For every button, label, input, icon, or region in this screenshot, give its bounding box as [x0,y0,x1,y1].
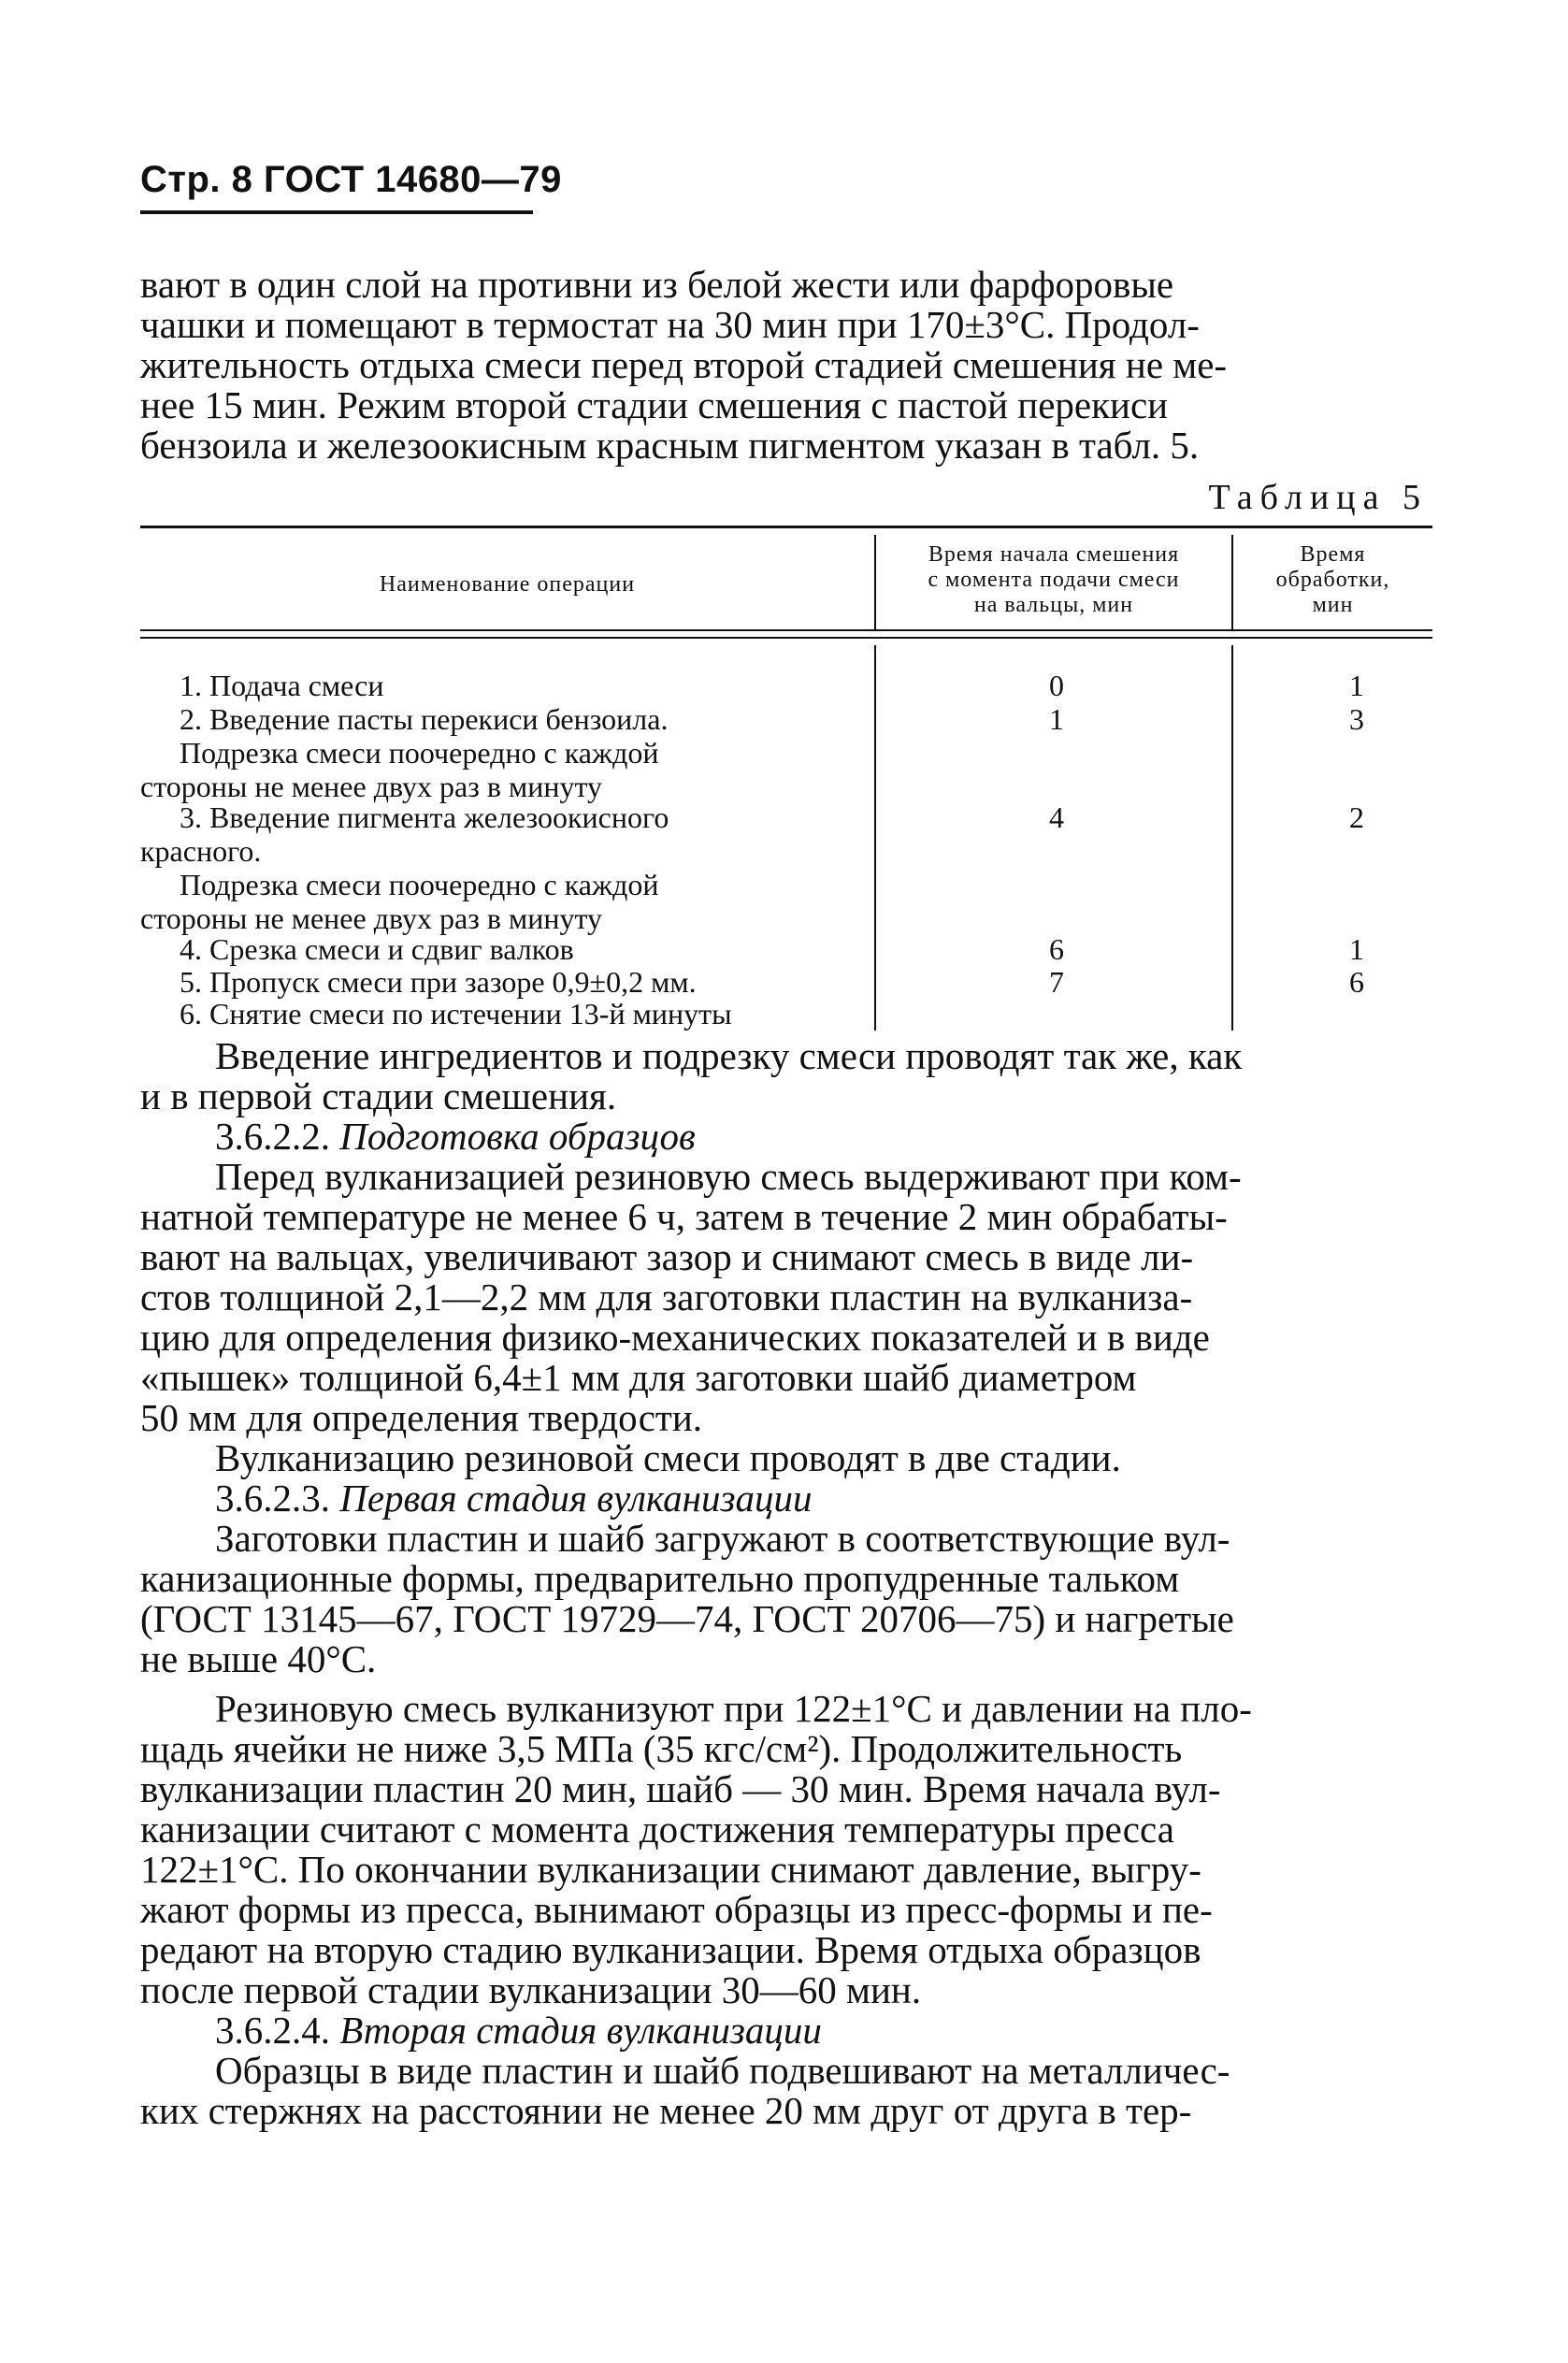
table-header-duration: Время обработки, мин [1275,542,1390,617]
text-line: бензоила и железоокисным красным пигментом указан в табл. 5. [140,424,1200,467]
page-header: Стр. 8 ГОСТ 14680—79 [140,159,562,200]
table-head-rule [140,637,1432,639]
table-header-start-time: Время начала смешения с момента подачи смеси на вальцы, мин [928,542,1180,617]
start-time-cell: 1 [1049,702,1064,736]
section-number: 3.6.2.4. [215,2009,330,2052]
duration-cell: 1 [1349,932,1364,966]
section-heading [140,1478,1432,1519]
text-line: стов толщиной 2,1—2,2 мм для заготовки пластин на вулканиза- [140,1275,1193,1318]
operation-text: красного. [140,834,262,868]
text-line: чашки и помещают в термостат на 30 мин при 170±3°С. Продол- [140,303,1200,346]
start-time-cell: 6 [1049,932,1064,966]
text-line: Перед вулканизацией резиновую смесь выдерживают при ком- [215,1155,1242,1198]
text-line: Заготовки пластин и шайб загружают в соответствующие вул- [215,1517,1230,1560]
table-caption: Таблица 5 [1208,478,1428,517]
text-line: вулканизации пластин 20 мин, шайб — 30 мин. Время начала вул- [140,1767,1221,1810]
text-line: Резиновую смесь вулканизуют при 122±1°С и давлении на пло- [215,1687,1252,1730]
text-line: канизационные формы, предварительно пропудренные тальком [140,1557,1180,1600]
duration-cell: 1 [1349,669,1364,702]
text-line: Вулканизацию резиновой смеси проводят в две стадии. [215,1436,1121,1479]
operation-text: стороны не менее двух раз в минуту [140,770,603,803]
operation-text: 1. Подача смеси [180,669,384,702]
text-line: жают формы из пресса, вынимают образцы из пресс-формы и пе- [140,1888,1213,1931]
section-number: 3.6.2.2. [215,1115,330,1158]
duration-cell: 6 [1349,965,1364,999]
section-heading [140,2010,1432,2051]
text-line: цию для определения физико-механических показателей и в виде [140,1316,1210,1359]
text-line: после первой стадии вулканизации 30—60 мин. [140,1968,922,2011]
text-line: «пышек» толщиной 6,4±1 мм для заготовки шайб диаметром [140,1356,1137,1399]
operation-text: Подрезка смеси поочередно с каждой [180,868,659,901]
text-line: вают на вальцах, увеличивают зазор и снимают смесь в виде ли- [140,1235,1194,1278]
duration-cell: 3 [1349,702,1364,736]
text-line: 122±1°С. По окончании вулканизации снимают давление, выгру- [140,1848,1201,1891]
operation-text: стороны не менее двух раз в минуту [140,901,603,935]
text-line: 50 мм для определения твердости. [140,1396,703,1439]
text-line: жительность отдыха смеси перед второй стадией смешения не ме- [140,343,1228,386]
text-line: Образцы в виде пластин и шайб подвешивают на металличес- [215,2049,1230,2092]
duration-cell: 2 [1349,800,1364,834]
section-heading [140,1117,1432,1157]
section-title: Подготовка образцов [339,1115,696,1158]
operation-text: 5. Пропуск смеси при зазоре 0,9±0,2 мм. [180,965,697,999]
text-line: и в первой стадии смешения. [140,1074,617,1117]
intro-paragraph [140,265,1432,466]
text-line: вают в один слой на противни из белой жести или фарфоровые [140,263,1174,306]
text-line: (ГОСТ 13145—67, ГОСТ 19729—74, ГОСТ 20706—75) и нагретые [140,1597,1234,1640]
section-title: Вторая стадия вулканизации [339,2009,822,2052]
table-top-rule [140,526,1432,528]
start-time-cell: 0 [1049,669,1064,702]
text-line: нее 15 мин. Режим второй стадии смешения с пастой перекиси [140,383,1169,426]
table-head-rule [140,629,1432,631]
text-line: не выше 40°С. [140,1637,377,1680]
text-line: ких стержнях на расстоянии не менее 20 мм друг от друга в тер- [140,2089,1192,2132]
text-line: редают на вторую стадию вулканизации. Время отдыха образцов [140,1928,1201,1971]
operation-text: 6. Снятие смеси по истечении 13-й минуты [180,997,732,1030]
text-line: натной температуре не менее 6 ч, затем в течение 2 мин обрабаты- [140,1195,1228,1238]
operation-text: Подрезка смеси поочередно с каждой [180,736,659,770]
text-line: щадь ячейки не ниже 3,5 МПа (35 кгс/см²). Продолжительность [140,1727,1183,1770]
body-text [140,1036,1432,2131]
header-rule [140,210,533,214]
operation-text: 3. Введение пигмента железоокисного [180,800,669,834]
start-time-cell: 7 [1049,965,1064,999]
start-time-cell: 4 [1049,800,1064,834]
section-title: Первая стадия вулканизации [339,1477,813,1520]
table-header-operation: Наименование операции [379,572,636,597]
text-line: канизации считают с момента достижения температуры пресса [140,1808,1174,1851]
text-line: Введение ингредиентов и подрезку смеси проводят так же, как [215,1034,1243,1077]
operation-text: 4. Срезка смеси и сдвиг валков [180,932,574,966]
section-number: 3.6.2.3. [215,1477,330,1520]
operation-text: 2. Введение пасты перекиси бензоила. [180,702,669,736]
